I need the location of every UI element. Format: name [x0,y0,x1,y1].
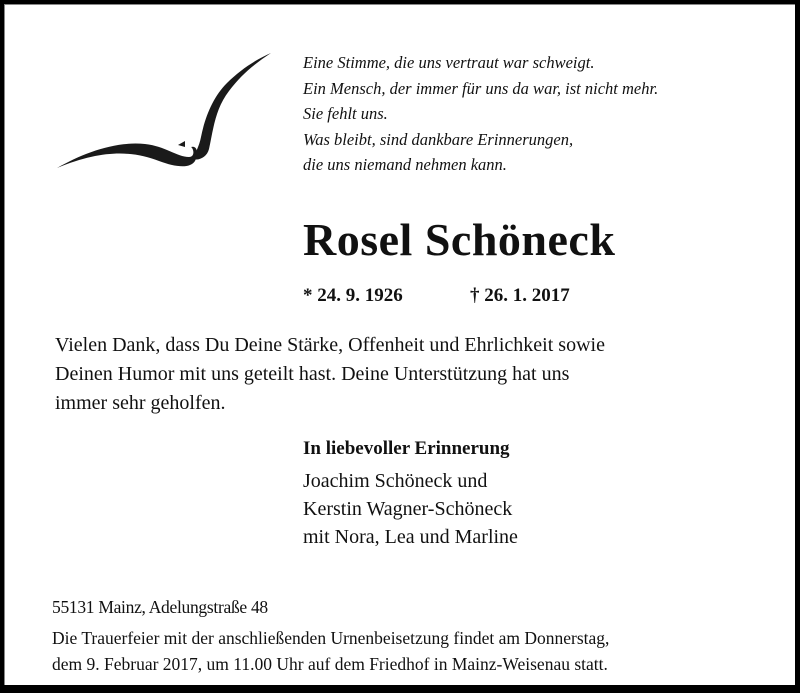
bird-brushstroke-icon [53,49,273,174]
mourners-list [303,467,518,551]
mourner-line: Joachim Schöneck und [303,470,488,492]
poem-line: die uns niemand nehmen kann. [303,155,507,174]
death-date: † 26. 1. 2017 [470,285,570,306]
memorial-poem [303,50,658,178]
service-line: dem 9. Februar 2017, um 11.00 Uhr auf dem Friedhof in Mainz-Weisenau statt. [52,654,608,674]
poem-line: Eine Stimme, die uns vertraut war schweigt. [303,53,595,72]
deceased-name: Rosel Schöneck [303,214,616,265]
thanks-message [55,331,605,418]
memory-heading: In liebevoller Erinnerung [303,438,510,459]
mourner-line: Kerstin Wagner-Schöneck [303,498,513,520]
birth-date: * 24. 9. 1926 [303,285,403,306]
service-line: Die Trauerfeier mit der anschließenden Urnenbeisetzung findet am Donnerstag, [52,628,610,648]
poem-line: Was bleibt, sind dankbare Erinnerungen, [303,129,574,149]
funeral-service-info [52,625,609,677]
poem-line: Ein Mensch, der immer für uns da war, ist nicht mehr. [303,78,659,98]
thanks-line: Deinen Humor mit uns geteilt hast. Deine Unterstützung hat uns [55,363,570,385]
mourner-line: mit Nora, Lea und Marline [303,526,518,548]
thanks-line: Vielen Dank, dass Du Deine Stärke, Offenheit und Ehrlichkeit sowie [55,334,605,356]
poem-line: Sie fehlt uns. [303,104,388,123]
thanks-line: immer sehr geholfen. [55,392,226,414]
family-address: 55131 Mainz, Adelungstraße 48 [52,597,268,617]
obituary-notice [4,4,795,685]
